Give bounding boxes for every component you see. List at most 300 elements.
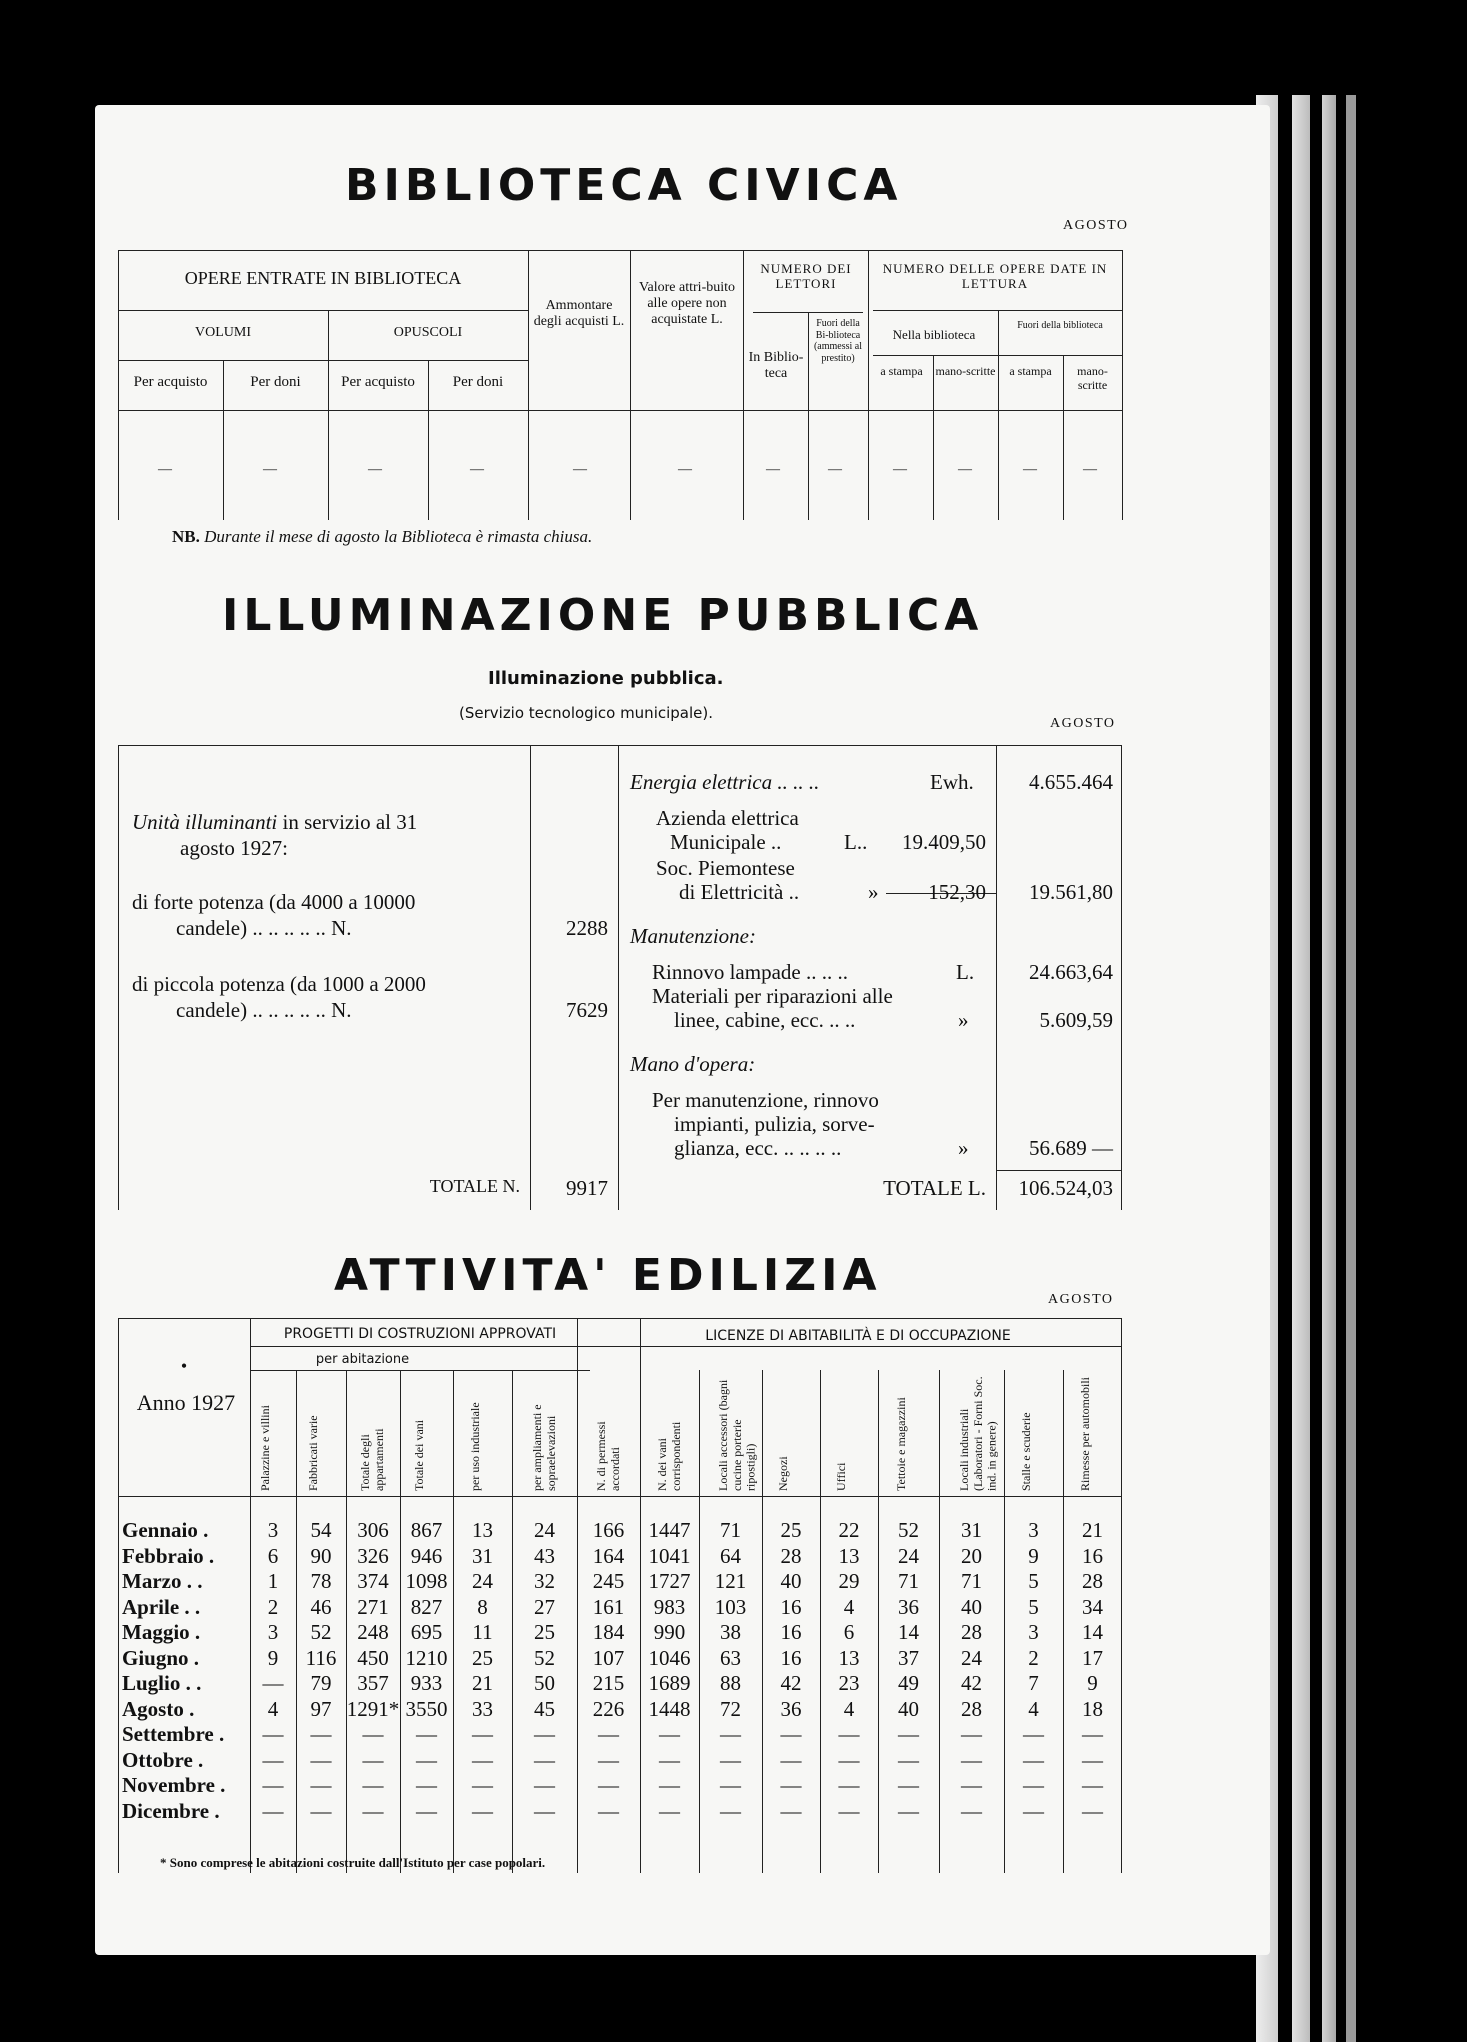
table-cell: —: [416, 1798, 437, 1823]
table-cell: 8: [477, 1594, 488, 1619]
table-cell: 4: [267, 1696, 279, 1721]
table-cell: 31: [961, 1518, 982, 1542]
column-header: Uffici: [834, 1462, 848, 1491]
column-header: Totale dei vani: [411, 1419, 426, 1491]
table-cell: 16: [780, 1620, 802, 1644]
table-cell: 3: [1028, 1620, 1039, 1644]
rule: [118, 250, 1122, 251]
value-cell: —: [678, 462, 692, 477]
soc-line1: Soc. Piemontese: [656, 856, 795, 880]
table-cell: —: [310, 1722, 332, 1746]
table-cell: 116: [305, 1645, 337, 1670]
value-cell: —: [368, 462, 382, 477]
rule: [328, 310, 329, 520]
table-cell: —: [598, 1773, 619, 1797]
table-cell: 28: [1082, 1569, 1103, 1593]
note-label: NB.: [172, 527, 200, 546]
table-cell: —: [534, 1747, 555, 1772]
month-label: Febbraio .: [122, 1543, 215, 1568]
table-cell: 72: [720, 1696, 741, 1721]
table-cell: 33: [472, 1696, 493, 1721]
table-cell: 25: [472, 1645, 493, 1670]
table-cell: —: [598, 1722, 619, 1746]
table-cell: 1447: [648, 1518, 691, 1542]
table-cell: 43: [534, 1543, 555, 1568]
table-cell: —: [472, 1773, 493, 1797]
illuminazione-table: [118, 745, 1122, 1210]
rinnovo-label: Rinnovo lampade .. .. ..: [652, 960, 848, 984]
table-cell: —: [262, 1773, 284, 1797]
column-header: per uso industriale: [467, 1402, 482, 1491]
unita-line2: agosto 1927:: [180, 836, 288, 860]
table-cell: —: [898, 1747, 919, 1772]
biblioteca-table: [118, 250, 1122, 520]
table-cell: 2: [1028, 1645, 1039, 1670]
table-cell: —: [310, 1798, 332, 1823]
materiali-value: 5.609,59: [1039, 1008, 1113, 1032]
mano-label: Mano d'opera:: [630, 1052, 756, 1076]
table-cell: 24: [534, 1518, 555, 1542]
table-cell: —: [310, 1773, 332, 1797]
table-cell: 1: [267, 1569, 279, 1593]
table-cell: —: [659, 1798, 680, 1823]
table-cell: 3: [267, 1620, 279, 1644]
value-cell: —: [766, 462, 780, 477]
header-fuori-della: Fuori della biblioteca: [1017, 320, 1103, 331]
table-cell: —: [362, 1773, 384, 1797]
rule: [1121, 745, 1122, 1210]
table-cell: 271: [357, 1594, 389, 1619]
table-cell: 245: [592, 1569, 625, 1593]
page-edge: [1346, 95, 1356, 2042]
value-cell: —: [958, 462, 972, 477]
table-cell: —: [1082, 1798, 1103, 1823]
table-cell: 21: [1082, 1518, 1103, 1542]
azienda-line1: Azienda elettrica: [656, 806, 799, 830]
group-abitazione: per abitazione: [315, 1352, 410, 1367]
table-cell: 14: [1082, 1620, 1103, 1644]
table-cell: 13: [838, 1543, 860, 1568]
table-cell: 52: [534, 1645, 555, 1670]
forte-value: 2288: [566, 916, 608, 940]
table-cell: 946: [410, 1543, 443, 1568]
table-cell: —: [262, 1722, 284, 1746]
header-per-doni: Per doni: [250, 374, 301, 390]
table-cell: 1689: [648, 1671, 691, 1695]
table-cell: 71: [720, 1518, 741, 1542]
table-cell: 16: [780, 1594, 802, 1619]
table-cell: —: [659, 1747, 680, 1772]
page-edge: [1322, 95, 1336, 2042]
table-cell: 6: [267, 1543, 279, 1568]
piccola-line1: di piccola potenza (da 1000 a 2000: [132, 972, 426, 996]
table-cell: 5: [1028, 1594, 1039, 1619]
table-cell: 9: [1028, 1543, 1039, 1568]
illuminazione-title: ILLUMINAZIONE PUBBLICA: [222, 590, 984, 641]
table-cell: —: [534, 1798, 555, 1823]
table-cell: 164: [592, 1543, 625, 1568]
month-label: Giugno .: [122, 1645, 200, 1670]
table-cell: —: [1023, 1773, 1044, 1797]
azienda-unit: L..: [844, 830, 868, 854]
table-cell: 3550: [405, 1696, 448, 1721]
table-cell: 71: [898, 1569, 919, 1593]
table-cell: 28: [961, 1696, 982, 1721]
rule: [630, 250, 631, 520]
table-cell: 42: [780, 1671, 802, 1695]
table-cell: 2: [267, 1594, 279, 1619]
table-cell: —: [659, 1722, 680, 1746]
rule: [743, 250, 744, 520]
page-edge: [1292, 95, 1310, 2042]
column-header: N. dei vani corrispondenti: [654, 1421, 683, 1491]
table-cell: 79: [310, 1671, 332, 1695]
biblioteca-month: AGOSTO: [1063, 218, 1129, 233]
table-cell: 14: [898, 1620, 919, 1644]
table-cell: —: [659, 1773, 680, 1797]
table-cell: 23: [838, 1671, 860, 1695]
table-cell: 40: [898, 1696, 919, 1721]
table-cell: —: [898, 1773, 919, 1797]
table-cell: —: [898, 1798, 919, 1823]
table-cell: 1046: [648, 1645, 691, 1670]
header-valore: Valore attri-buito alle opere non acquistate L.: [638, 280, 736, 328]
value-cell: —: [470, 462, 484, 477]
table-cell: 161: [592, 1594, 625, 1619]
table-cell: 17: [1082, 1645, 1103, 1670]
table-cell: —: [598, 1747, 619, 1772]
column-header: Fabbricati varie: [306, 1415, 320, 1491]
table-cell: 45: [534, 1696, 555, 1721]
energia-unit: Ewh.: [930, 770, 974, 794]
table-cell: 29: [838, 1569, 860, 1593]
table-cell: 1098: [405, 1569, 448, 1593]
header-opuscoli: OPUSCOLI: [393, 325, 463, 340]
biblioteca-note: [172, 527, 592, 547]
table-cell: 37: [898, 1645, 919, 1670]
table-cell: —: [262, 1747, 284, 1772]
table-cell: 22: [838, 1518, 860, 1542]
table-cell: —: [598, 1798, 619, 1823]
per-value: 56.689 —: [1029, 1136, 1113, 1160]
totale-lire-value: 106.524,03: [1018, 1176, 1113, 1200]
table-cell: —: [780, 1773, 802, 1797]
header-volumi: VOLUMI: [195, 325, 251, 340]
table-cell: 166: [592, 1518, 625, 1542]
table-cell: —: [362, 1798, 384, 1823]
table-cell: 827: [410, 1594, 443, 1619]
table-cell: —: [472, 1747, 493, 1772]
header-per-doni: Per doni: [452, 374, 504, 390]
table-cell: 1041: [648, 1543, 691, 1568]
table-cell: 13: [472, 1518, 493, 1542]
rule: [808, 312, 809, 520]
table-cell: —: [720, 1722, 741, 1746]
rinnovo-unit: L.: [956, 960, 975, 984]
month-label: Agosto .: [122, 1696, 195, 1721]
column-header: Palazzine e villini: [258, 1405, 272, 1491]
header-manoscritte: mano-scritte: [1077, 364, 1108, 392]
edilizia-footnote: * Sono comprese le abitazioni costruite dall'Istituto per case popolari.: [160, 1855, 546, 1870]
soc-value: 152,30: [928, 880, 986, 904]
table-cell: —: [780, 1722, 802, 1746]
top-shadow: [240, 0, 1440, 80]
materiali-line2: linee, cabine, ecc. .. ..: [674, 1008, 856, 1032]
table-cell: 27: [534, 1594, 555, 1619]
table-cell: —: [780, 1798, 802, 1823]
table-cell: 4: [1028, 1696, 1039, 1721]
header-per-acquisto: Per acquisto: [133, 374, 208, 390]
soc-line2: di Elettricità ..: [679, 880, 800, 904]
table-cell: 36: [898, 1594, 919, 1619]
rule: [1122, 250, 1123, 520]
table-cell: —: [534, 1722, 555, 1746]
per-line3: glianza, ecc. .. .. .. ..: [674, 1136, 842, 1160]
table-cell: 71: [961, 1569, 982, 1593]
table-cell: —: [961, 1798, 982, 1823]
table-cell: 40: [961, 1594, 982, 1619]
rule: [594, 1346, 1122, 1347]
value-cell: —: [573, 462, 587, 477]
bullet-mark: •: [180, 1356, 188, 1376]
table-cell: —: [838, 1773, 860, 1797]
table-cell: 50: [534, 1671, 555, 1695]
header-per-acquisto: Per acquisto: [341, 374, 415, 390]
illuminazione-month: AGOSTO: [1050, 716, 1116, 731]
table-cell: 990: [653, 1620, 686, 1644]
table-cell: 103: [714, 1594, 747, 1619]
column-header: Negozi: [776, 1456, 790, 1491]
table-cell: 184: [592, 1620, 625, 1644]
table-cell: —: [1082, 1773, 1103, 1797]
rule: [933, 355, 934, 520]
energia-value: 4.655.464: [1029, 770, 1113, 794]
column-header: Locali industriali (Laboratori - Forni Soc. ind. in genere): [956, 1376, 999, 1491]
totale-label: TOTALE N.: [429, 1176, 520, 1196]
table-cell: 215: [592, 1671, 625, 1695]
table-cell: 25: [780, 1518, 802, 1542]
table-cell: —: [1082, 1747, 1103, 1772]
rule: [998, 310, 999, 520]
column-header: per ampliamenti e sopraelevazioni: [529, 1404, 558, 1491]
value-cell: —: [263, 462, 277, 477]
per-line1: Per manutenzione, rinnovo: [652, 1088, 879, 1112]
table-cell: 52: [898, 1518, 919, 1542]
soc-unit: »: [868, 880, 879, 904]
table-cell: 25: [534, 1620, 555, 1644]
table-cell: 1448: [648, 1696, 691, 1721]
column-header: N. di permessi accordati: [593, 1421, 622, 1491]
biblioteca-title: BIBLIOTECA CIVICA: [345, 160, 903, 211]
table-cell: 49: [898, 1671, 919, 1695]
table-cell: —: [961, 1722, 982, 1746]
illuminazione-subtitle2: (Servizio tecnologico municipale).: [459, 704, 714, 722]
table-cell: 933: [410, 1671, 443, 1695]
header-a-stampa: a stampa: [1009, 364, 1052, 378]
table-cell: 54: [310, 1518, 332, 1542]
table-cell: —: [838, 1747, 860, 1772]
rule: [618, 745, 619, 1210]
materiali-unit: »: [958, 1008, 969, 1032]
rule: [118, 310, 528, 311]
table-cell: 36: [780, 1696, 802, 1721]
table-cell: 7: [1028, 1671, 1039, 1695]
table-cell: 1727: [648, 1569, 691, 1593]
azienda-value: 19.409,50: [902, 830, 986, 854]
unita-line1: [132, 811, 417, 834]
table-cell: 97: [310, 1696, 332, 1721]
rule: [250, 1370, 590, 1371]
month-label: Ottobre .: [122, 1747, 204, 1772]
table-cell: —: [720, 1773, 741, 1797]
table-cell: 450: [357, 1645, 389, 1670]
edilizia-table: [118, 1318, 1122, 1873]
table-cell: 88: [720, 1671, 741, 1695]
header-in-biblioteca: In Biblio-teca: [748, 350, 804, 382]
anno-label: Anno 1927: [136, 1390, 236, 1415]
table-cell: —: [362, 1722, 384, 1746]
table-cell: 9: [267, 1645, 279, 1670]
month-label: Dicembre .: [122, 1798, 220, 1823]
forte-line2: candele) .. .. .. .. .. N.: [176, 916, 352, 940]
table-cell: 3: [1028, 1518, 1039, 1542]
per-line2: impianti, pulizia, sorve-: [674, 1112, 875, 1136]
energia-label: Energia elettrica .. .. ..: [630, 770, 820, 794]
table-cell: 42: [961, 1671, 982, 1695]
column-header: Tettoie e magazzini: [893, 1397, 908, 1491]
month-label: Settembre .: [122, 1722, 225, 1746]
table-cell: 1210: [405, 1645, 448, 1670]
table-cell: —: [1023, 1798, 1044, 1823]
group-progetti: PROGETTI DI COSTRUZIONI APPROVATI: [283, 1326, 557, 1342]
table-cell: 34: [1082, 1594, 1103, 1619]
totale-value: 9917: [566, 1176, 608, 1200]
table-cell: —: [262, 1671, 284, 1695]
forte-line1: di forte potenza (da 4000 a 10000: [132, 890, 416, 914]
rule: [996, 1170, 1121, 1171]
table-cell: —: [838, 1798, 860, 1823]
unita-rest: in servizio al 31: [282, 810, 418, 834]
table-cell: 226: [592, 1696, 625, 1721]
table-cell: 326: [357, 1543, 389, 1568]
month-label: Aprile . .: [122, 1594, 201, 1619]
table-cell: 6: [843, 1620, 855, 1644]
rule: [528, 250, 529, 520]
value-cell: —: [893, 462, 907, 477]
table-cell: 695: [410, 1620, 443, 1644]
table-cell: 46: [310, 1594, 332, 1619]
column-header: Stalle e scuderie: [1018, 1412, 1033, 1491]
table-cell: 16: [1082, 1543, 1103, 1568]
table-cell: 13: [838, 1645, 860, 1670]
materiali-line1: Materiali per riparazioni alle: [652, 984, 893, 1008]
table-cell: 1291*: [346, 1696, 400, 1721]
header-numero-opere: NUMERO DELLE OPERE DATE IN LETTURA: [882, 261, 1108, 291]
table-cell: 107: [592, 1645, 625, 1670]
header-ammontare: Ammontare degli acquisti L.: [533, 298, 625, 330]
azienda-line2: Municipale ..: [670, 830, 782, 854]
rule: [118, 1318, 119, 1873]
table-cell: 78: [310, 1569, 332, 1593]
table-cell: —: [720, 1747, 741, 1772]
table-cell: 16: [780, 1645, 802, 1670]
table-cell: —: [961, 1773, 982, 1797]
table-cell: —: [534, 1773, 555, 1797]
table-cell: 31: [472, 1543, 493, 1568]
rule: [530, 745, 531, 1210]
table-cell: 40: [780, 1569, 802, 1593]
header-opere-entrate: OPERE ENTRATE IN BIBLIOTECA: [184, 268, 462, 288]
rule: [868, 250, 869, 520]
rule: [118, 360, 528, 361]
header-numero-lettori: NUMERO DEI LETTORI: [760, 261, 852, 291]
table-cell: 24: [472, 1569, 493, 1593]
rule: [118, 1496, 1122, 1497]
table-cell: 20: [961, 1543, 982, 1568]
header-fuori-biblioteca: Fuori della Bi-blioteca (ammessi al prestito): [813, 318, 863, 364]
table-cell: 28: [961, 1620, 982, 1644]
table-cell: 3: [267, 1518, 279, 1542]
table-cell: 983: [653, 1594, 686, 1619]
table-cell: 121: [714, 1569, 747, 1593]
table-cell: 63: [720, 1645, 741, 1670]
table-cell: 64: [720, 1543, 741, 1568]
table-cell: 5: [1028, 1569, 1039, 1593]
table-cell: 248: [357, 1620, 389, 1644]
table-cell: 21: [472, 1671, 493, 1695]
month-label: Gennaio .: [122, 1518, 209, 1542]
rule: [118, 410, 1122, 411]
value-cell: —: [1083, 462, 1097, 477]
value-cell: —: [1023, 462, 1037, 477]
month-label: Maggio .: [122, 1620, 201, 1644]
table-cell: —: [961, 1747, 982, 1772]
table-cell: —: [310, 1747, 332, 1772]
table-cell: 306: [357, 1518, 389, 1542]
table-cell: —: [1082, 1722, 1103, 1746]
illuminazione-subtitle: Illuminazione pubblica.: [488, 668, 724, 689]
table-cell: —: [838, 1722, 860, 1746]
table-cell: —: [416, 1747, 437, 1772]
table-cell: 4: [843, 1696, 855, 1721]
header-manoscritte: mano-scritte: [935, 364, 996, 378]
column-header: Rimesse per automobili: [1077, 1377, 1092, 1491]
table-cell: —: [720, 1798, 741, 1823]
totale-lire-label: TOTALE L.: [883, 1176, 986, 1200]
table-cell: 90: [310, 1543, 332, 1568]
edilizia-title: ATTIVITA' EDILIZIA: [334, 1250, 882, 1301]
table-cell: 24: [898, 1543, 919, 1568]
table-cell: —: [416, 1722, 437, 1746]
table-cell: 9: [1087, 1671, 1098, 1695]
table-cell: 11: [472, 1620, 493, 1644]
unita-italic: Unità illuminanti: [132, 810, 278, 834]
table-cell: —: [472, 1722, 493, 1746]
table-cell: 867: [410, 1518, 443, 1542]
table-cell: 357: [357, 1671, 389, 1695]
manutenzione-label: Manutenzione:: [630, 924, 756, 948]
note-text: Durante il mese di agosto la Biblioteca è rimasta chiusa.: [204, 527, 593, 546]
table-cell: 18: [1082, 1696, 1103, 1721]
header-nella-biblioteca: Nella biblioteca: [892, 327, 976, 342]
rule: [118, 1318, 1122, 1319]
month-label: Novembre .: [122, 1773, 226, 1797]
table-cell: —: [472, 1798, 493, 1823]
column-header: Locali accessori (bagni cucine porterie ripostigli): [715, 1379, 758, 1491]
rule: [118, 745, 119, 1210]
header-a-stampa: a stampa: [880, 364, 923, 378]
month-label: Luglio . .: [122, 1671, 202, 1695]
